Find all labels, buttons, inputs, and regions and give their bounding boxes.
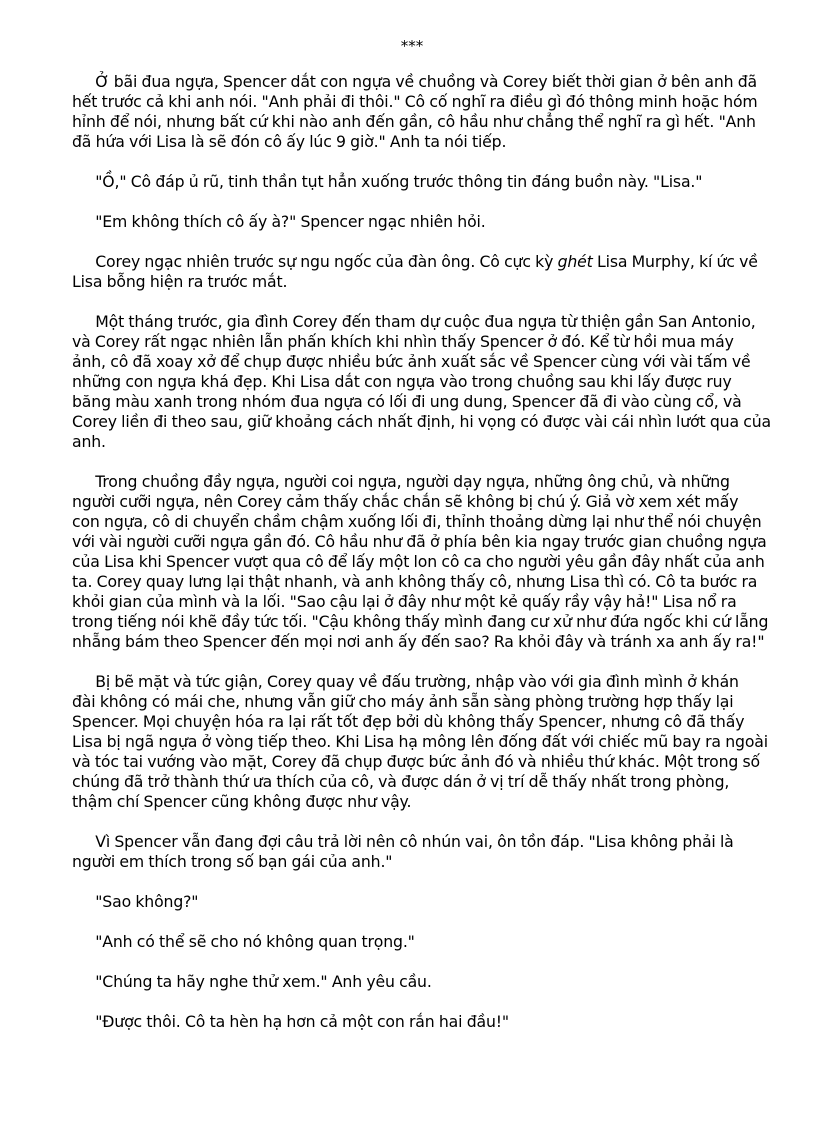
text-line: "Chúng ta hãy nghe thử xem." Anh yêu cầu.: [72, 972, 432, 991]
text-line: Vì Spencer vẫn đang đợi câu trả lời nên cô nhún vai, ôn tồn đáp. "Lisa không phải là: [72, 832, 734, 851]
text-line: [72, 252, 758, 272]
text-line: người cưỡi ngựa, nên Corey cảm thấy chắc chắn sẽ không bị chú ý. Giả vờ xem xét mấy: [72, 492, 739, 511]
text-line: "Anh có thể sẽ cho nó không quan trọng.": [72, 932, 415, 951]
text-line: Lisa bị ngã ngựa ở vòng tiếp theo. Khi Lisa hạ mông lên đống đất với chiếc mũ bay ra ngoài: [72, 732, 768, 751]
text-line: anh.: [72, 432, 106, 451]
paragraph: [72, 972, 752, 992]
text-line: người em thích trong số bạn gái của anh.": [72, 852, 393, 871]
text-line: Spencer. Mọi chuyện hóa ra lại rất tốt đẹp bởi dù không thấy Spencer, nhưng cô đã thấy: [72, 712, 745, 731]
paragraph: [72, 1012, 752, 1032]
paragraph: [72, 932, 752, 952]
section-separator: ***: [400, 37, 424, 55]
text-line: thậm chí Spencer cũng không được như vậy.: [72, 792, 412, 811]
text-line: Bị bẽ mặt và tức giận, Corey quay về đấu trường, nhập vào với gia đình mình ở khán: [72, 672, 739, 691]
text-line: ảnh, cô đã xoay xở để chụp được nhiều bức ảnh xuất sắc về Spencer cùng với vài tấm về: [72, 352, 751, 371]
text-run: Lisa Murphy, kí ức về: [592, 252, 758, 271]
text-line: Ở bãi đua ngựa, Spencer dắt con ngựa về chuồng và Corey biết thời gian ở bên anh đã: [72, 72, 758, 91]
text-run: Corey ngạc nhiên trước sự ngu ngốc của đàn ông. Cô cực kỳ: [72, 252, 558, 271]
paragraph: [72, 212, 752, 232]
text-line: "Ồ," Cô đáp ủ rũ, tinh thần tụt hẳn xuống trước thông tin đáng buồn này. "Lisa.": [72, 172, 703, 191]
paragraph: [72, 892, 752, 912]
text-line: "Được thôi. Cô ta hèn hạ hơn cả một con rắn hai đầu!": [72, 1012, 509, 1031]
text-line: khỏi gian của mình và la lối. "Sao cậu lại ở đây như một kẻ quấy rầy vậy hả!" Lisa nổ ra: [72, 592, 737, 611]
text-line: trong tiếng nói khẽ đầy tức tối. "Cậu không thấy mình đang cư xử như đứa ngốc khi cứ lẵng: [72, 612, 769, 631]
paragraph: [72, 72, 758, 152]
text-line: "Em không thích cô ấy à?" Spencer ngạc nhiên hỏi.: [72, 212, 486, 231]
text-line: chúng đã trở thành thứ ưa thích của cô, và được dán ở vị trí dễ thấy nhất trong phòng,: [72, 772, 730, 791]
text-line: đài không có mái che, nhưng vẫn giữ cho máy ảnh sẵn sàng phòng trường hợp thấy lại: [72, 692, 734, 711]
paragraph: [72, 172, 752, 192]
paragraph: [72, 672, 768, 812]
text-line: của Lisa khi Spencer vượt qua cô để lấy một lon cô ca cho người yêu gần đây nhất của anh: [72, 552, 765, 571]
document-page: [72, 36, 771, 1052]
emphasis-text: ghét: [557, 252, 593, 271]
text-line: "Sao không?": [72, 892, 199, 911]
text-line: Một tháng trước, gia đình Corey đến tham dự cuộc đua ngựa từ thiện gần San Antonio,: [72, 312, 756, 331]
text-line: [72, 272, 752, 292]
paragraph: [72, 252, 758, 292]
text-line: hết trước cả khi anh nói. "Anh phải đi thôi." Cô cố nghĩ ra điều gì đó thông minh hoặc hóm: [72, 92, 758, 111]
body-text: [72, 72, 771, 1032]
text-run: Lisa bỗng hiện ra trước mắt.: [72, 272, 288, 291]
text-line: Corey liền đi theo sau, giữ khoảng cách nhất định, hi vọng có được vài cái nhìn lướt qua của: [72, 412, 771, 431]
paragraph: [72, 832, 752, 872]
text-line: hỉnh để nói, nhưng bất cứ khi nào anh đến gần, cô hầu như chẳng thể nghĩ ra gì hết. "Anh: [72, 112, 756, 131]
text-line: con ngựa, cô di chuyển chầm chậm xuống lối đi, thỉnh thoảng dừng lại như thể nói chuyện: [72, 512, 762, 531]
paragraph: [72, 472, 769, 652]
text-line: băng màu xanh trong nhóm đua ngựa có lối đi ung dung, Spencer đã đi vào cùng cổ, và: [72, 392, 742, 411]
text-line: Trong chuồng đầy ngựa, người coi ngựa, người dạy ngựa, những ông chủ, và những: [72, 472, 730, 491]
text-line: với vài người cưỡi ngựa gần đó. Cô hầu như đã ở phía bên kia ngay trước gian chuồng ngựa: [72, 532, 767, 551]
paragraph: [72, 312, 771, 452]
text-line: những con ngựa khá đẹp. Khi Lisa dắt con ngựa vào trong chuồng sau khi lấy được ruy: [72, 372, 732, 391]
text-line: nhẵng bám theo Spencer đến mọi nơi anh ấy đến sao? Ra khỏi đây và tránh xa anh ấy ra!": [72, 632, 765, 651]
text-line: ta. Corey quay lưng lại thật nhanh, và anh không thấy cô, nhưng Lisa thì có. Cô ta bước ra: [72, 572, 758, 591]
text-line: đã hứa với Lisa là sẽ đón cô ấy lúc 9 giờ." Anh ta nói tiếp.: [72, 132, 507, 151]
text-line: và tóc tai vướng vào mặt, Corey đã chụp được bức ảnh đó và nhiều thứ khác. Một trong số: [72, 752, 761, 771]
text-line: và Corey rất ngạc nhiên lẫn phấn khích khi nhìn thấy Spencer ở đó. Kể từ hồi mua máy: [72, 332, 734, 351]
